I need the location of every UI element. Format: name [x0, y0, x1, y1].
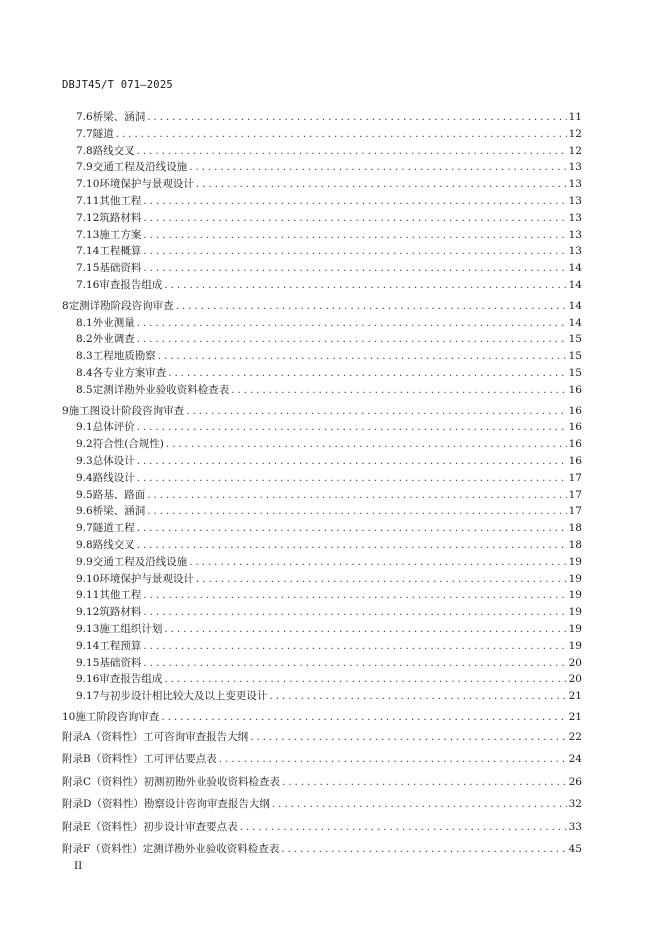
toc-entry-page: 19	[568, 572, 582, 585]
toc-leader-dots	[166, 436, 567, 453]
toc-entry-page: 18	[568, 522, 582, 535]
toc-entry-title: 审查报告组成	[99, 278, 163, 291]
toc-entry-title: 环境保护与景观设计	[99, 178, 194, 191]
toc-entry-title: 其他工程	[99, 589, 142, 602]
toc-entry-title: 符合性(合规性)	[92, 438, 164, 451]
toc-section-entry[interactable]	[62, 315, 582, 332]
toc-entry-number: 7.14	[76, 245, 100, 258]
toc-leader-dots	[143, 193, 566, 210]
toc-leader-dots	[158, 348, 567, 365]
toc-entry-page: 17	[568, 505, 582, 518]
toc-leader-dots	[143, 227, 566, 244]
toc-section-entry[interactable]	[62, 193, 582, 210]
toc-section-entry[interactable]	[62, 277, 582, 294]
toc-entry-page: 19	[568, 639, 582, 652]
toc-leader-dots	[147, 109, 566, 126]
toc-leader-dots	[143, 655, 566, 672]
toc-entry-number: 9.11	[76, 589, 100, 602]
toc-entry-number: 8	[62, 299, 69, 312]
toc-leader-dots	[137, 453, 567, 470]
toc-entry-page: 15	[568, 366, 582, 379]
toc-entry-page: 13	[568, 228, 582, 241]
toc-entry-title: 基础资料	[99, 262, 142, 275]
toc-entry-title: 交通工程及沿线设施	[92, 555, 188, 568]
toc-entry-title: 施工阶段咨询审查	[75, 710, 160, 723]
toc-entry-page: 16	[568, 404, 582, 417]
toc-entry-page: 16	[568, 438, 582, 451]
toc-section-entry[interactable]	[62, 176, 582, 193]
toc-leader-dots	[143, 587, 566, 604]
toc-section-entry[interactable]	[62, 604, 582, 621]
toc-appendix-entry[interactable]	[62, 726, 582, 749]
toc-entry-number: 9.16	[76, 673, 100, 686]
toc-section-entry[interactable]	[62, 260, 582, 277]
toc-entry-number: 9.8	[76, 538, 93, 551]
toc-entry-page: 16	[568, 454, 582, 467]
toc-entry-number: 9.15	[76, 656, 100, 669]
toc-leader-dots	[219, 748, 567, 771]
toc-section-entry[interactable]	[62, 655, 582, 672]
toc-section-entry[interactable]	[62, 210, 582, 227]
toc-entry-page: 11	[568, 111, 582, 123]
toc-entry-title: 施工组织计划	[99, 622, 163, 635]
toc-section-entry[interactable]	[62, 382, 582, 399]
toc-appendix-entry[interactable]	[62, 748, 582, 771]
toc-entry-page: 26	[568, 775, 582, 788]
toc-entry-title: 筑路材料	[99, 211, 142, 224]
toc-entry-number: 7.9	[76, 161, 93, 174]
toc-entry-number: 7.13	[76, 228, 100, 241]
toc-section-entry[interactable]	[62, 688, 582, 705]
toc-entry-page: 20	[568, 673, 582, 686]
toc-section-entry[interactable]	[62, 436, 582, 453]
toc-entry-number: 9.9	[76, 555, 93, 568]
toc-entry-number: 7.11	[76, 194, 100, 207]
toc-entry-number: 9.7	[76, 522, 93, 535]
toc-entry-page: 12	[568, 127, 582, 140]
toc-entry-page: 15	[568, 333, 582, 346]
toc-entry-number: 8.3	[76, 350, 93, 363]
toc-entry-page: 13	[568, 245, 582, 258]
toc-leader-dots	[176, 298, 567, 315]
toc-section-entry[interactable]	[62, 365, 582, 382]
toc-entry-page: 32	[568, 798, 582, 811]
toc-entry-number: 8.2	[76, 333, 93, 346]
toc-entry-number: 9.3	[76, 454, 93, 467]
toc-leader-dots	[143, 243, 566, 260]
toc-section-entry[interactable]	[62, 571, 582, 588]
toc-entry-number: 9	[62, 404, 69, 417]
toc-entry-page: 12	[568, 144, 582, 157]
toc-entry-number: 附录B（资料性）	[62, 753, 144, 766]
toc-entry-title: 初测初勘外业验收资料检查表	[143, 775, 281, 788]
toc-entry-number: 9.12	[76, 606, 100, 619]
toc-section-entry[interactable]	[62, 587, 582, 604]
toc-entry-title: 交通工程及沿线设施	[92, 161, 188, 174]
table-of-contents	[62, 109, 582, 861]
toc-entry-number: 9.2	[76, 438, 93, 451]
toc-entry-title: 总体设计	[92, 454, 135, 467]
toc-leader-dots	[168, 365, 566, 382]
toc-entry-number: 7.16	[76, 278, 100, 291]
toc-entry-number: 7.12	[76, 211, 100, 224]
toc-entry-number: 8.5	[76, 383, 93, 396]
toc-entry-number: 9.5	[76, 488, 93, 501]
toc-entry-page: 14	[568, 316, 582, 329]
toc-entry-title: 工可评估要点表	[143, 753, 217, 766]
toc-entry-title: 定测详勘外业验收资料检查表	[142, 843, 280, 856]
toc-appendix-entry[interactable]	[62, 816, 582, 839]
toc-entry-page: 20	[568, 656, 582, 669]
toc-entry-number: 9.14	[76, 639, 100, 652]
toc-chapter-entry[interactable]	[62, 403, 582, 420]
toc-entry-number: 7.10	[76, 178, 100, 191]
toc-chapter-entry[interactable]	[62, 298, 582, 315]
toc-entry-number: 附录E（资料性）	[62, 820, 144, 833]
toc-leader-dots	[137, 537, 567, 554]
toc-entry-title: 路基、路面	[92, 488, 146, 501]
toc-entry-page: 13	[568, 161, 582, 174]
toc-section-entry[interactable]	[62, 227, 582, 244]
toc-entry-title: 路线交叉	[92, 538, 135, 551]
toc-leader-dots	[137, 315, 567, 332]
toc-entry-page: 14	[568, 299, 582, 312]
toc-leader-dots	[231, 382, 566, 399]
toc-section-entry[interactable]	[62, 520, 582, 537]
toc-section-entry[interactable]	[62, 453, 582, 470]
toc-entry-number: 9.4	[76, 471, 93, 484]
toc-entry-number: 10	[62, 710, 76, 723]
toc-entry-title: 施工图设计阶段咨询审查	[68, 404, 185, 417]
toc-entry-page: 45	[568, 843, 582, 856]
toc-entry-page: 22	[568, 730, 582, 743]
toc-leader-dots	[186, 403, 566, 420]
toc-leader-dots	[147, 503, 566, 520]
toc-leader-dots	[164, 621, 566, 638]
toc-section-entry[interactable]	[62, 554, 582, 571]
toc-entry-title: 定测详勘外业验收资料检查表	[92, 383, 230, 396]
toc-entry-title: 各专业方案审查	[92, 366, 167, 379]
toc-entry-number: 8.4	[76, 366, 93, 379]
toc-entry-page: 14	[568, 278, 582, 291]
toc-section-entry[interactable]	[62, 638, 582, 655]
toc-entry-page: 19	[568, 555, 582, 568]
toc-entry-page: 33	[568, 820, 582, 833]
toc-section-entry[interactable]	[62, 331, 582, 348]
toc-entry-title: 环境保护与景观设计	[99, 572, 194, 585]
toc-leader-dots	[189, 554, 566, 571]
toc-section-entry[interactable]	[62, 109, 582, 126]
toc-entry-page: 14	[568, 262, 582, 275]
toc-entry-page: 16	[568, 421, 582, 434]
toc-leader-dots	[137, 419, 567, 436]
toc-leader-dots	[250, 726, 567, 749]
toc-entry-number: 9.17	[76, 690, 100, 703]
toc-entry-number: 7.7	[76, 127, 93, 140]
toc-entry-number: 附录F（资料性）	[62, 843, 143, 856]
toc-entry-number: 9.10	[76, 572, 100, 585]
document-code: DBJT45/T 071—2025	[62, 79, 173, 91]
toc-entry-title: 路线交叉	[92, 144, 135, 157]
toc-entry-title: 桥梁、涵洞	[92, 505, 146, 518]
toc-leader-dots	[161, 709, 566, 726]
toc-section-entry[interactable]	[62, 243, 582, 260]
toc-entry-title: 隧道工程	[92, 522, 135, 535]
toc-section-entry[interactable]	[62, 671, 582, 688]
toc-entry-title: 外业调查	[92, 333, 135, 346]
toc-leader-dots	[143, 210, 566, 227]
toc-entry-number: 附录A（资料性）	[62, 730, 144, 743]
toc-entry-number: 9.1	[76, 421, 93, 434]
toc-entry-page: 13	[568, 211, 582, 224]
toc-leader-dots	[116, 126, 567, 143]
toc-entry-page: 21	[568, 690, 582, 703]
toc-leader-dots	[143, 604, 566, 621]
toc-leader-dots	[272, 793, 567, 816]
toc-entry-title: 审查报告组成	[99, 673, 163, 686]
toc-leader-dots	[269, 688, 566, 705]
toc-leader-dots	[137, 470, 567, 487]
toc-leader-dots	[147, 487, 566, 504]
toc-entry-number: 9.13	[76, 622, 100, 635]
toc-section-entry[interactable]	[62, 537, 582, 554]
toc-entry-page: 13	[568, 178, 582, 191]
toc-entry-title: 定测详勘阶段咨询审查	[68, 299, 174, 312]
toc-entry-number: 附录C（资料性）	[62, 775, 144, 788]
toc-entry-number: 8.1	[76, 316, 93, 329]
page-number: II	[74, 860, 83, 872]
toc-entry-title: 与初步设计相比较大及以上变更设计	[99, 690, 268, 703]
toc-entry-title: 工程地质勘察	[92, 350, 156, 363]
toc-entry-page: 19	[568, 606, 582, 619]
toc-entry-page: 21	[568, 710, 582, 723]
toc-leader-dots	[282, 771, 567, 794]
toc-leader-dots	[281, 838, 566, 861]
toc-entry-title: 其他工程	[99, 194, 142, 207]
toc-entry-page: 24	[568, 753, 582, 766]
toc-entry-page: 16	[568, 383, 582, 396]
toc-entry-number: 附录D（资料性）	[62, 798, 144, 811]
toc-entry-title: 桥梁、涵洞	[92, 111, 146, 123]
toc-leader-dots	[240, 816, 567, 839]
toc-entry-page: 19	[568, 589, 582, 602]
toc-appendix-entry[interactable]	[62, 771, 582, 794]
toc-leader-dots	[137, 331, 567, 348]
toc-entry-title: 勘察设计咨询审查报告大纲	[143, 798, 270, 811]
toc-section-entry[interactable]	[62, 126, 582, 143]
toc-section-entry[interactable]	[62, 621, 582, 638]
toc-entry-title: 初步设计审查要点表	[143, 820, 238, 833]
toc-entry-title: 基础资料	[99, 656, 142, 669]
toc-entry-page: 17	[568, 488, 582, 501]
toc-section-entry[interactable]	[62, 348, 582, 365]
toc-leader-dots	[196, 176, 567, 193]
toc-section-entry[interactable]	[62, 143, 582, 160]
toc-leader-dots	[164, 277, 566, 294]
toc-section-entry[interactable]	[62, 419, 582, 436]
toc-leader-dots	[143, 638, 566, 655]
toc-entry-title: 工程概算	[99, 245, 142, 258]
toc-section-entry[interactable]	[62, 159, 582, 176]
toc-entry-title: 外业测量	[92, 316, 135, 329]
toc-entry-page: 18	[568, 538, 582, 551]
toc-entry-title: 隧道	[92, 127, 114, 140]
toc-entry-title: 路线设计	[92, 471, 135, 484]
toc-entry-number: 7.15	[76, 262, 100, 275]
toc-entry-page: 19	[568, 622, 582, 635]
toc-section-entry[interactable]	[62, 470, 582, 487]
toc-entry-title: 工可咨询审查报告大纲	[143, 730, 249, 743]
toc-appendix-entry[interactable]	[62, 793, 582, 816]
toc-section-entry[interactable]	[62, 487, 582, 504]
toc-leader-dots	[196, 571, 567, 588]
toc-entry-page: 17	[568, 471, 582, 484]
toc-entry-number: 7.6	[76, 111, 93, 123]
toc-leader-dots	[137, 520, 567, 537]
toc-entry-title: 工程预算	[99, 639, 142, 652]
toc-entry-number: 7.8	[76, 144, 93, 157]
toc-leader-dots	[164, 671, 566, 688]
toc-entry-page: 13	[568, 194, 582, 207]
toc-entry-title: 总体评价	[92, 421, 135, 434]
toc-leader-dots	[189, 159, 566, 176]
toc-chapter-entry[interactable]	[62, 709, 582, 726]
toc-entry-title: 施工方案	[99, 228, 142, 241]
toc-entry-title: 筑路材料	[99, 606, 142, 619]
toc-entry-page: 15	[568, 350, 582, 363]
toc-leader-dots	[143, 260, 566, 277]
toc-entry-number: 9.6	[76, 505, 93, 518]
toc-appendix-entry[interactable]	[62, 838, 582, 861]
toc-leader-dots	[137, 143, 567, 160]
toc-section-entry[interactable]	[62, 503, 582, 520]
